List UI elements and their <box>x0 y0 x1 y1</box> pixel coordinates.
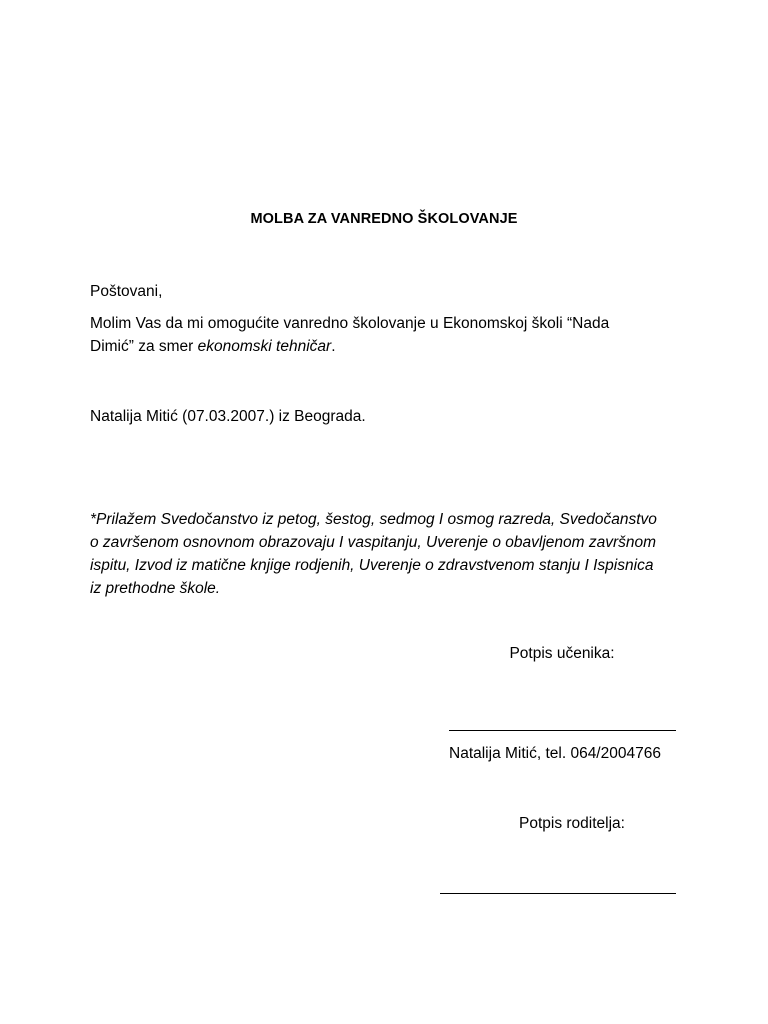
document-title: MOLBA ZA VANREDNO ŠKOLOVANJE <box>250 211 518 227</box>
request-line-2 <box>90 335 690 358</box>
attachments-line: o završenom osnovnom obrazovaju I vaspitanju, Uverenje o obavljenom završnom <box>90 534 657 551</box>
request-line-2-period: . <box>331 338 336 355</box>
request-line-1: Molim Vas da mi omogućite vanredno školovanje u Ekonomskoj školi “Nada <box>90 315 610 332</box>
study-program: ekonomski tehničar <box>197 338 332 355</box>
student-name-contact: Natalija Mitić, tel. 064/2004766 <box>449 745 661 762</box>
attachments-line: ispitu, Izvod iz matične knjige rodjenih, Uverenje o zdravstvenom stanju I Ispisnica <box>90 557 654 574</box>
applicant-info: Natalija Mitić (07.03.2007.) iz Beograda. <box>90 408 366 425</box>
student-signature-label: Potpis učenika: <box>509 645 615 662</box>
attachments-line: iz prethodne škole. <box>90 580 221 597</box>
attachments-line: *Prilažem Svedočanstvo iz petog, šestog, sedmog I osmog razreda, Svedočanstvo <box>90 511 657 528</box>
request-paragraph <box>90 312 690 358</box>
greeting: Poštovani, <box>90 283 163 300</box>
parent-signature-label: Potpis roditelja: <box>519 815 625 832</box>
student-signature-line <box>449 730 676 731</box>
request-line-2-text: Dimić” za smer <box>90 338 198 355</box>
parent-signature-line <box>440 893 676 894</box>
attachments-paragraph <box>90 508 690 600</box>
